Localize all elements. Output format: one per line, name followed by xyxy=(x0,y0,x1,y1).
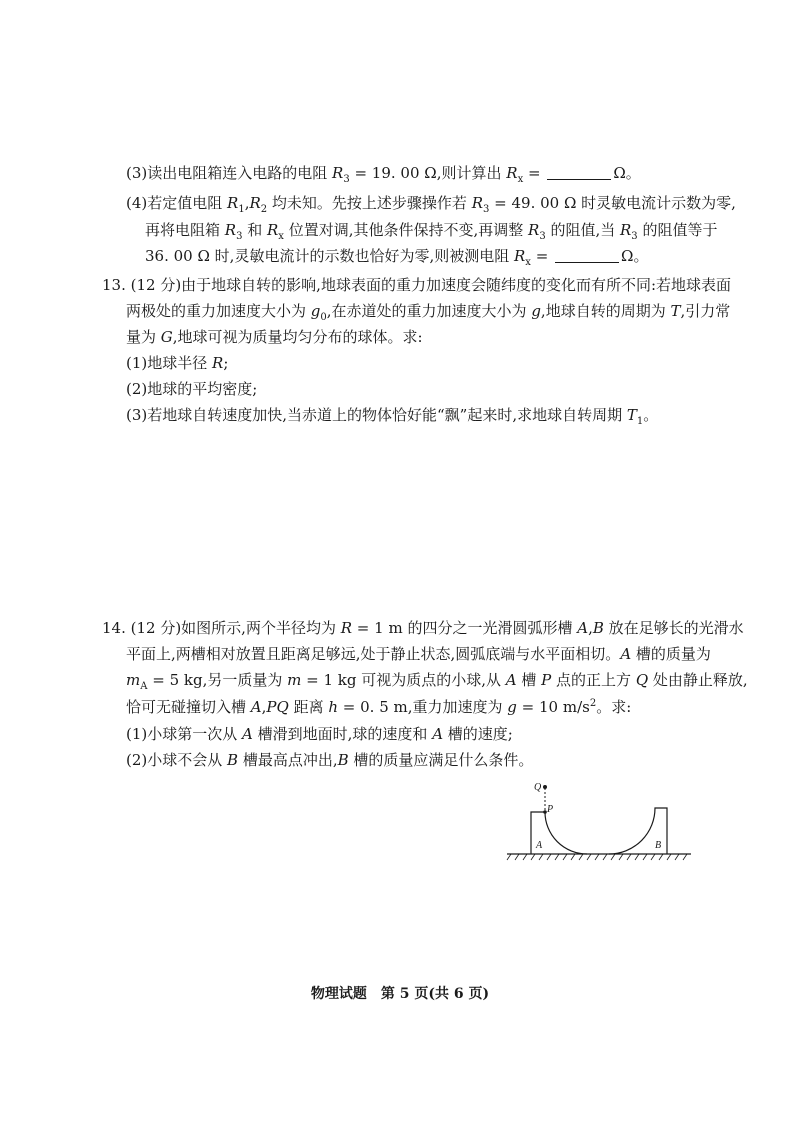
q14-sub1: (1)小球第一次从 A 槽滑到地面时,球的速度和 A 槽的速度; xyxy=(126,725,513,743)
q12-item3: (3)读出电阻箱连入电路的电阻 $R_3 = 19$. 00 Ω,则计算出 $R_x = \Omega$。 xyxy=(126,164,641,185)
q14-sub2: (2)小球不会从 B 槽最高点冲出,B 槽的质量应满足什么条件。 xyxy=(126,751,534,769)
ground-hatch xyxy=(507,854,687,860)
label-q: Q xyxy=(534,782,542,793)
q14-stem-line1: 14. (12 分)如图所示,两个半径均为 R = 1 m 的四分之一光滑圆弧形槽 A,B 放在足够长的光滑水 xyxy=(102,619,744,637)
label-p: P xyxy=(547,804,554,815)
q13-sub1: (1)地球半径 R; xyxy=(126,354,229,372)
q13-stem-line1: 13. (12 分)由于地球自转的影响,地球表面的重力加速度会随纬度的变化而有所不同:若地球表面 xyxy=(102,276,732,294)
q13-sub2: (2)地球的平均密度; xyxy=(126,380,258,398)
q13-stem-line2: 两极处的重力加速度大小为 $g_0$,在赤道处的重力加速度大小为 g,地球自转的周期为 T,引力常 xyxy=(126,302,731,323)
label-b: B xyxy=(655,840,662,851)
q14-stem-line2: 平面上,两槽相对放置且距离足够远,处于静止状态,圆弧底端与水平面相切。A 槽的质量为 xyxy=(126,645,711,663)
ball-q xyxy=(543,785,547,789)
q14-stem-line3: $m_A = 5$ kg,另一质量为 m = 1 kg 可视为质点的小球,从 A 槽 P 点的正上方 Q 处由静止释放, xyxy=(126,671,748,692)
q12-item4-line1: (4)若定值电阻 $R_1,R_2$ 均未知。先按上述步骤操作若 $R_3 = 49$. 00 Ω 时灵敏电流计示数为零, xyxy=(126,194,736,215)
q14-stem-line4: 恰可无碰撞切入槽 A,PQ 距离 h = 0. 5 m,重力加速度为 g = 10 $m/s^2$。求: xyxy=(126,698,632,716)
label-a: A xyxy=(536,840,543,851)
q13-sub3: (3)若地球自转速度加快,当赤道上的物体恰好能“飘”起来时,求地球自转周期 $T_1$。 xyxy=(126,406,659,427)
q13-stem-line3: 量为 G,地球可视为质量均匀分布的球体。求: xyxy=(126,328,423,346)
answer-blank xyxy=(547,165,611,180)
page-footer: 物理试题 第 5 页(共 6 页) xyxy=(310,986,490,1002)
q14-figure xyxy=(505,778,695,863)
answer-blank xyxy=(555,248,619,263)
q12-item4-line2: 再将电阻箱 $R_3$ 和 $R_x$ 位置对调,其他条件保持不变,再调整 $R_3$ 的阻值,当 $R_3$ 的阻值等于 xyxy=(145,221,718,242)
q12-item4-line3: 36. 00 Ω 时,灵敏电流计的示数也恰好为零,则被测电阻 $R_x = \Omega$。 xyxy=(145,247,649,268)
